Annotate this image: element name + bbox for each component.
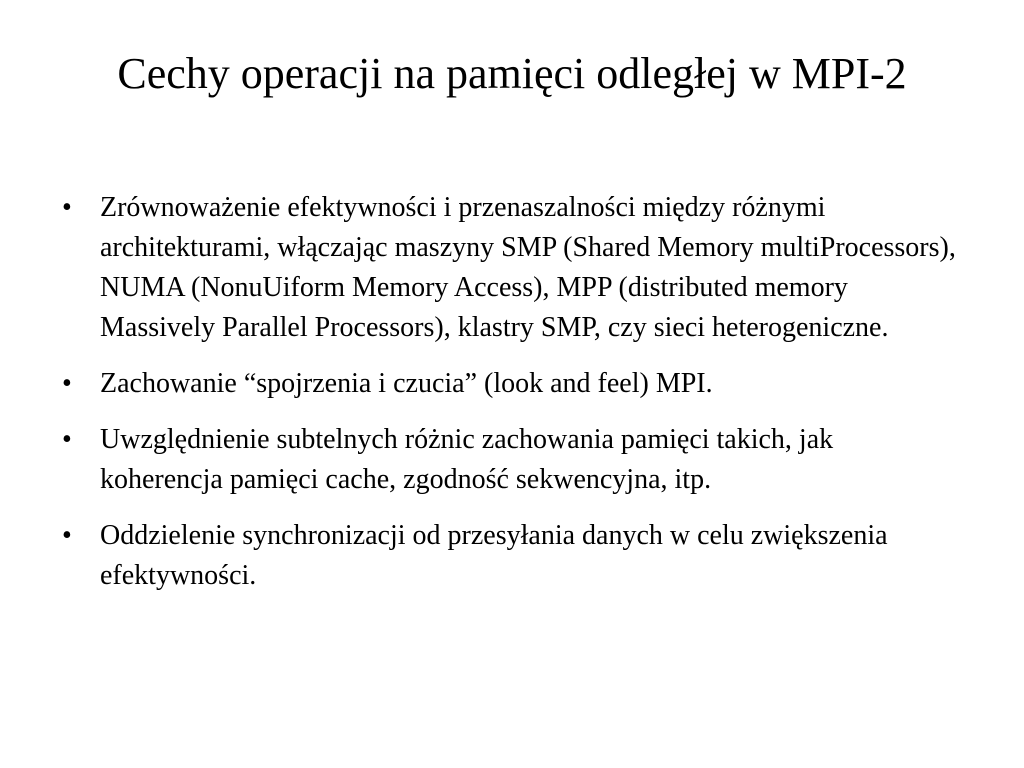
bullet-item [62, 364, 962, 404]
bullet-marker: • [62, 520, 72, 551]
bullet-marker: • [62, 424, 72, 455]
bullet-text: Oddzielenie synchronizacji od przesyłania danych w celu zwiększenia efektywności. [100, 520, 888, 591]
slide-title: Cechy operacji na pamięci odległej w MPI-2 [117, 49, 907, 98]
bullet-item [62, 188, 962, 348]
bullet-marker: • [62, 192, 72, 223]
bullet-text: Zachowanie “spojrzenia i czucia” (look and feel) MPI. [100, 368, 713, 399]
bullet-text: Uwzględnienie subtelnych różnic zachowania pamięci takich, jak koherencja pamięci cache, zgodność sekwencyjna, itp. [100, 424, 834, 495]
bullet-item [62, 516, 962, 596]
bullet-marker: • [62, 368, 72, 399]
bullet-item [62, 420, 962, 500]
bullet-list [62, 188, 962, 612]
bullet-text: Zrównoważenie efektywności i przenaszalności między różnymi architekturami, włączając maszyny SMP (Shared Memory multiProcessors), NUMA (NonuUiform Memory Access), MPP (distributed memory Massively Parallel Processors), klastry SMP, czy sieci heterogeniczne. [100, 192, 956, 343]
